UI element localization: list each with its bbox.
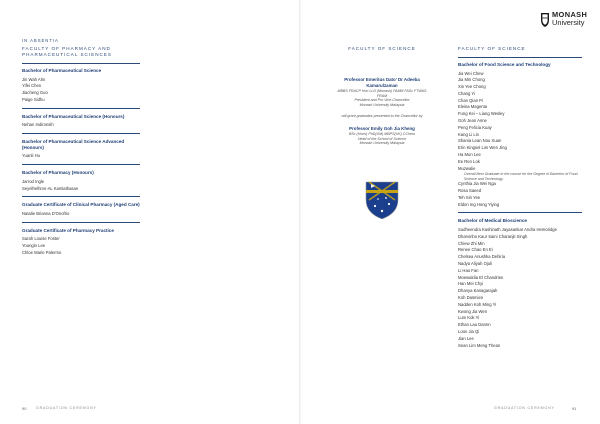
head-of-school-name: Professor Emily Goh Jia Kheng bbox=[349, 125, 415, 131]
graduate-name: Seyelhelhmn-AL Kamlathasan bbox=[22, 185, 79, 191]
graduate-name: Loon Jia Qi bbox=[458, 328, 480, 334]
graduate-name: Muzwalie bbox=[458, 165, 476, 171]
graduate-name: Jian Lee bbox=[458, 335, 474, 341]
graduate-name: Goh Jean Anne bbox=[458, 118, 487, 124]
graduate-name: Teh Sin Yee bbox=[458, 194, 481, 200]
graduate-name: Eleina Magenta bbox=[458, 104, 488, 110]
degree-title: Bachelor of Pharmaceutical Science (Honours) bbox=[22, 113, 125, 119]
left-page-number: 90 bbox=[22, 406, 27, 411]
presenter-credentials: MBBS FRACP Hon LLD (Monash) FAMM FASc FTWAS FRAM bbox=[337, 89, 427, 98]
degree-title: Bachelor of Pharmacy (Honours) bbox=[22, 170, 94, 176]
presenter-name: Professor Emeritus Dato' Dr Adeeba Kamarulzaman bbox=[344, 77, 420, 88]
left-footer-label: GRADUATION CEREMONY bbox=[36, 406, 97, 410]
presenter-campus: Monash University Malaysia bbox=[359, 102, 405, 107]
graduate-name: Eldon Ing Hong Yiying bbox=[458, 201, 500, 207]
graduate-name: Li Hao Fan bbox=[458, 267, 479, 273]
award-note: Overall Best Graduate in the course for the Degree of Bachelor of Food Science and Technology bbox=[464, 172, 578, 181]
in-absentia-label: IN ABSENTIA bbox=[22, 38, 59, 43]
graduate-name: Rosa Saeed bbox=[458, 188, 482, 194]
section-divider bbox=[22, 108, 140, 109]
graduate-name: Jarrod Ingle bbox=[22, 178, 45, 184]
graduate-name: Jin Wah Ahn bbox=[22, 76, 46, 82]
graduate-name: Nadya Aliyah Ojuli bbox=[458, 260, 492, 266]
graduate-name: Chelsea Anushka Dehiria bbox=[458, 254, 506, 260]
graduate-name: Kwong Jia Wen bbox=[458, 308, 488, 314]
monash-logo-text bbox=[552, 11, 587, 26]
graduate-name: Erin Kingsel Lim Wen Jing bbox=[458, 145, 507, 151]
degree-title: Bachelor of Pharmaceutical Science Advanced (Honours) bbox=[22, 138, 125, 150]
graduate-name: Shania Lean Nou Xuan bbox=[458, 138, 502, 144]
degree-title: Bachelor of Medical Bioscience bbox=[458, 218, 527, 224]
graduate-name: Yuanli Hu bbox=[22, 153, 40, 159]
presenter-title: President and Pro Vice-Chancellor bbox=[354, 98, 410, 103]
graduate-name: Nehan Indironsih bbox=[22, 122, 54, 128]
pharmacy-faculty-heading: FACULTY OF PHARMACY AND PHARMACEUTICAL SCIENCES bbox=[22, 46, 140, 64]
graduate-name: Renee Chao En Ei bbox=[458, 247, 493, 253]
degree-title: Graduate Certificate of Pharmacy Practice bbox=[22, 227, 114, 233]
graduate-name: Fung Kei – Liang Wesley bbox=[458, 111, 505, 117]
graduate-name: Koh Dasmien bbox=[458, 294, 484, 300]
presented-by-text: will grant graduates presented to the Chancellor by bbox=[341, 114, 423, 119]
university-crest-icon bbox=[364, 180, 400, 220]
graduate-name: Jiacheng Guo bbox=[22, 90, 48, 96]
graduate-name: Youngin Lee bbox=[22, 242, 46, 248]
logo-sub: University bbox=[552, 17, 585, 27]
graduate-name: Kang Li Lin bbox=[458, 131, 479, 137]
book-gutter bbox=[299, 0, 301, 424]
graduate-name: Peng Felicia Kuay bbox=[458, 124, 492, 130]
head-campus: Monash University Malaysia bbox=[359, 141, 405, 146]
graduate-name: Nadden Koh Ming Yi bbox=[458, 301, 497, 307]
graduate-name: Xin Yee Chong bbox=[458, 84, 486, 90]
section-divider bbox=[22, 164, 140, 165]
graduate-name: Han Mei Chyi bbox=[458, 281, 484, 287]
science-faculty-heading: FACULTY OF SCIENCE bbox=[458, 46, 582, 58]
section-divider bbox=[458, 212, 582, 213]
right-page-number: 91 bbox=[572, 406, 577, 411]
graduate-name: Chan Qian Pi bbox=[458, 97, 483, 103]
graduate-name: Ha Mun Lee bbox=[458, 152, 481, 158]
graduate-name: Ethan Lau Dannn bbox=[458, 322, 491, 328]
degree-title: Graduate Certificate of Clinical Pharmacy (Aged Care) bbox=[22, 202, 140, 208]
graduate-name: Dhanya Kanagarajah bbox=[458, 288, 498, 294]
graduate-name: Yifei Chen bbox=[22, 83, 42, 89]
head-title: Head of the School of Science bbox=[357, 136, 407, 141]
graduate-name: Lum Kok Yi bbox=[458, 315, 480, 321]
section-divider bbox=[22, 196, 140, 197]
graduate-name: Sarah Louise Foster bbox=[22, 236, 60, 242]
graduate-name: Jia Wei Chew bbox=[458, 70, 484, 76]
science-faculty-heading-center: FACULTY OF SCIENCE bbox=[348, 46, 416, 51]
science-center-column bbox=[332, 46, 432, 146]
graduate-name: Chloe Marie Palermo bbox=[22, 249, 62, 255]
logo-name: MONASH bbox=[552, 10, 588, 19]
graduate-name: Moewaldia El Chandrien bbox=[458, 274, 504, 280]
section-divider bbox=[22, 222, 140, 223]
graduate-name: Cynthia Jia Wei Nga bbox=[458, 181, 496, 187]
graduate-name: Ee Ren Lok bbox=[458, 158, 480, 164]
graduate-name: Chiew Zhi Min bbox=[458, 240, 485, 246]
science-column bbox=[458, 46, 582, 349]
graduate-name: Paige Sidhu bbox=[22, 96, 45, 102]
right-footer-label: GRADUATION CEREMONY bbox=[494, 406, 555, 410]
graduate-name: Sean Lim Meng Thean bbox=[458, 342, 501, 348]
graduate-name: Sudheendra Kashinath Jayasankar Andra Hemoridge bbox=[458, 226, 557, 232]
pharmacy-column bbox=[22, 46, 140, 257]
head-credentials: BSc (Hons) PhD(UM) MBPS(UK) CChem bbox=[348, 131, 416, 136]
degree-title: Bachelor of Food Science and Technology bbox=[458, 62, 551, 67]
graduate-name: Natalie Brianna D'Onofrio bbox=[22, 210, 70, 216]
degree-title: Bachelor of Pharmaceutical Science bbox=[22, 68, 102, 73]
graduate-name: Jia Min Chong bbox=[458, 77, 485, 83]
graduate-name: Dharvinho Kaur Saini Charanjit Singh bbox=[458, 233, 528, 239]
section-divider bbox=[22, 133, 140, 134]
graduate-name: Chang Yi bbox=[458, 90, 475, 96]
